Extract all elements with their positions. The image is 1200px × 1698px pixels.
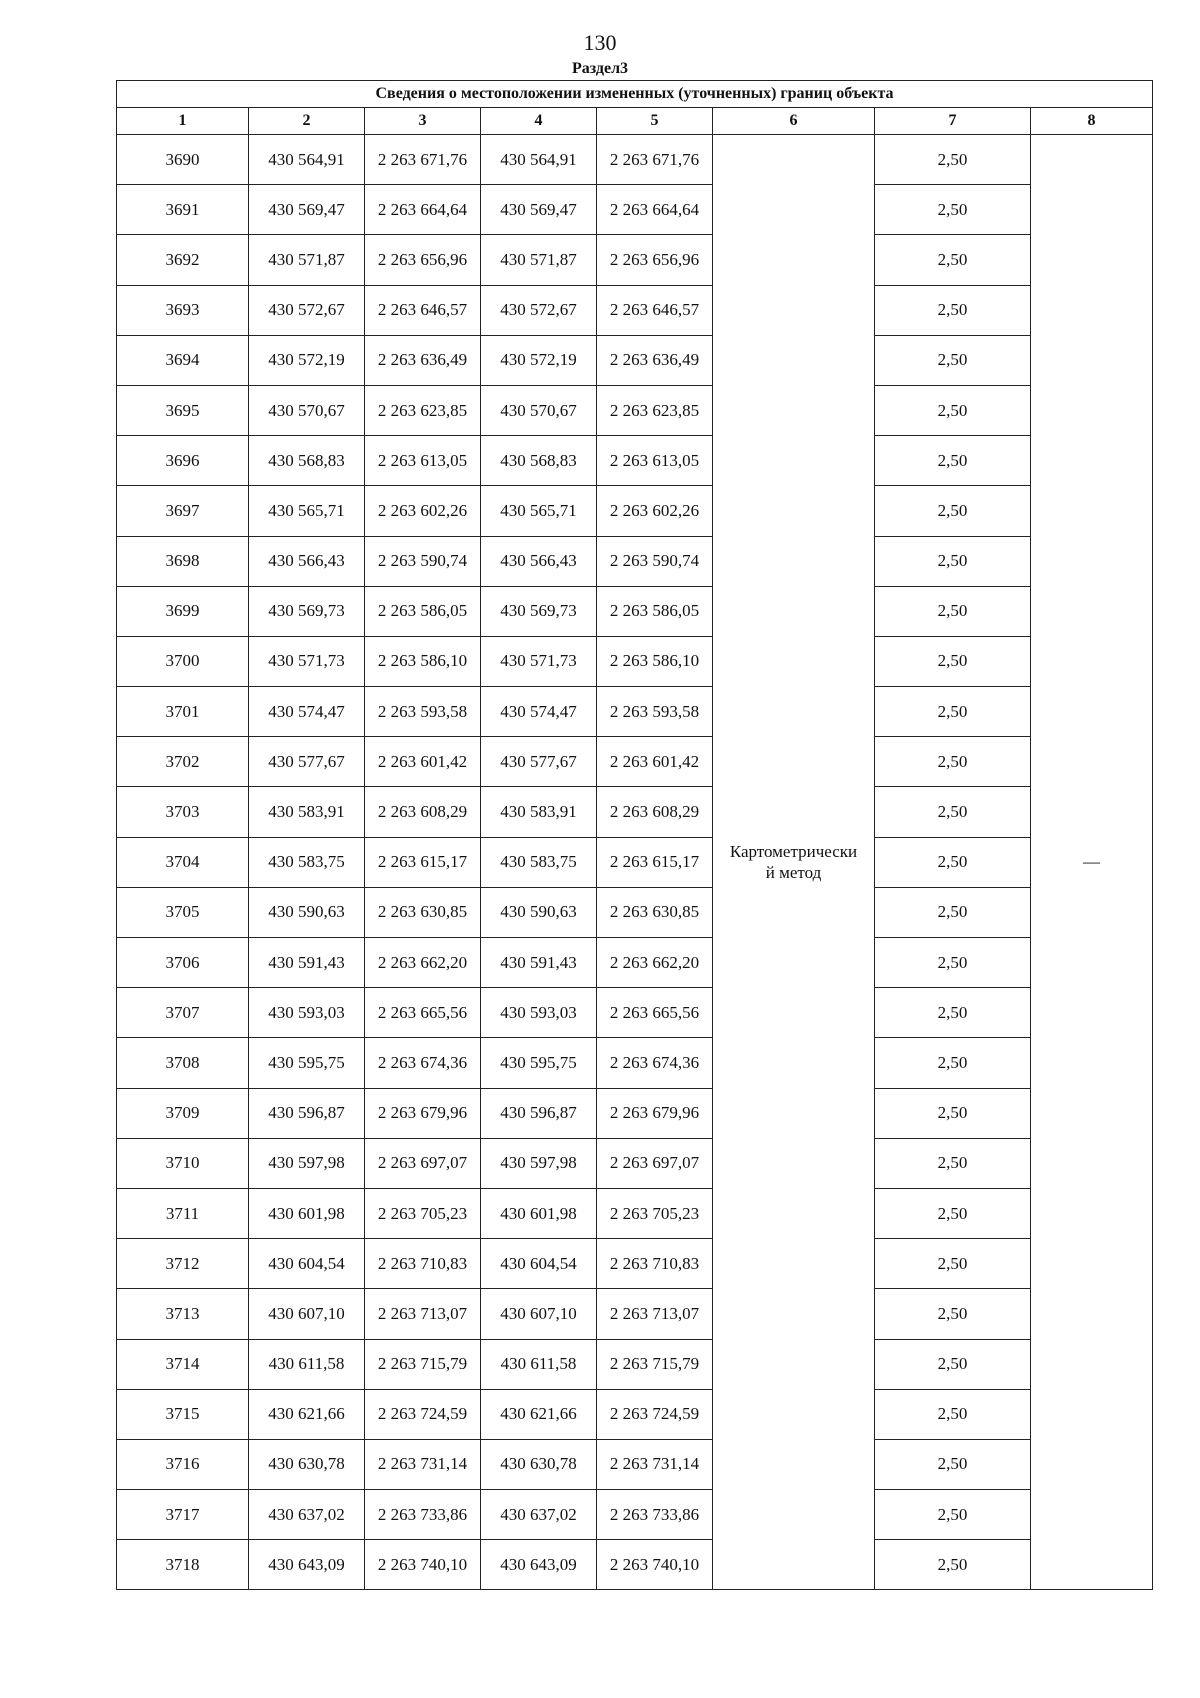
refined-y-cell: 2 263 586,10 xyxy=(597,636,713,686)
table-row xyxy=(117,335,1153,385)
existing-y-cell: 2 263 623,85 xyxy=(365,385,481,435)
point-number-cell: 3690 xyxy=(117,135,249,185)
accuracy-cell: 2,50 xyxy=(875,1239,1031,1289)
point-number-cell: 3712 xyxy=(117,1239,249,1289)
table-row xyxy=(117,1339,1153,1389)
column-number: 5 xyxy=(597,108,713,135)
refined-y-cell: 2 263 713,07 xyxy=(597,1289,713,1339)
accuracy-cell: 2,50 xyxy=(875,1389,1031,1439)
existing-x-cell: 430 630,78 xyxy=(249,1439,365,1489)
column-number: 8 xyxy=(1031,108,1153,135)
column-number: 6 xyxy=(713,108,875,135)
existing-x-cell: 430 621,66 xyxy=(249,1389,365,1439)
refined-x-cell: 430 630,78 xyxy=(481,1439,597,1489)
table-row xyxy=(117,1490,1153,1540)
point-number-cell: 3698 xyxy=(117,536,249,586)
refined-y-cell: 2 263 705,23 xyxy=(597,1188,713,1238)
method-line: Картометрически xyxy=(729,842,858,862)
existing-y-cell: 2 263 705,23 xyxy=(365,1188,481,1238)
refined-y-cell: 2 263 710,83 xyxy=(597,1239,713,1289)
existing-y-cell: 2 263 590,74 xyxy=(365,536,481,586)
table-row xyxy=(117,1188,1153,1238)
refined-x-cell: 430 566,43 xyxy=(481,536,597,586)
existing-x-cell: 430 571,73 xyxy=(249,636,365,686)
existing-x-cell: 430 571,87 xyxy=(249,235,365,285)
point-number-cell: 3715 xyxy=(117,1389,249,1439)
table-row xyxy=(117,1289,1153,1339)
existing-x-cell: 430 596,87 xyxy=(249,1088,365,1138)
existing-x-cell: 430 565,71 xyxy=(249,486,365,536)
table-caption: Сведения о местоположении измененных (уточненных) границ объекта xyxy=(117,81,1153,108)
point-number-cell: 3703 xyxy=(117,787,249,837)
table-row xyxy=(117,1239,1153,1289)
refined-y-cell: 2 263 630,85 xyxy=(597,887,713,937)
accuracy-cell: 2,50 xyxy=(875,235,1031,285)
refined-y-cell: 2 263 590,74 xyxy=(597,536,713,586)
table-row xyxy=(117,1138,1153,1188)
point-number-cell: 3717 xyxy=(117,1490,249,1540)
refined-x-cell: 430 565,71 xyxy=(481,486,597,536)
refined-x-cell: 430 621,66 xyxy=(481,1389,597,1439)
accuracy-cell: 2,50 xyxy=(875,1439,1031,1489)
table-row xyxy=(117,1088,1153,1138)
existing-x-cell: 430 569,47 xyxy=(249,185,365,235)
refined-x-cell: 430 591,43 xyxy=(481,938,597,988)
point-number-cell: 3714 xyxy=(117,1339,249,1389)
accuracy-cell: 2,50 xyxy=(875,285,1031,335)
refined-y-cell: 2 263 674,36 xyxy=(597,1038,713,1088)
point-number-cell: 3693 xyxy=(117,285,249,335)
refined-y-cell: 2 263 656,96 xyxy=(597,235,713,285)
existing-y-cell: 2 263 671,76 xyxy=(365,135,481,185)
refined-x-cell: 430 572,19 xyxy=(481,335,597,385)
refined-y-cell: 2 263 715,79 xyxy=(597,1339,713,1389)
refined-x-cell: 430 604,54 xyxy=(481,1239,597,1289)
column-number-row xyxy=(117,108,1153,135)
point-number-cell: 3701 xyxy=(117,687,249,737)
accuracy-cell: 2,50 xyxy=(875,1339,1031,1389)
existing-x-cell: 430 574,47 xyxy=(249,687,365,737)
existing-y-cell: 2 263 601,42 xyxy=(365,737,481,787)
refined-y-cell: 2 263 602,26 xyxy=(597,486,713,536)
refined-y-cell: 2 263 662,20 xyxy=(597,938,713,988)
existing-y-cell: 2 263 697,07 xyxy=(365,1138,481,1188)
existing-x-cell: 430 577,67 xyxy=(249,737,365,787)
boundary-coordinates-table xyxy=(116,80,1153,1590)
point-number-cell: 3706 xyxy=(117,938,249,988)
existing-x-cell: 430 604,54 xyxy=(249,1239,365,1289)
accuracy-cell: 2,50 xyxy=(875,687,1031,737)
refined-y-cell: 2 263 636,49 xyxy=(597,335,713,385)
accuracy-cell: 2,50 xyxy=(875,586,1031,636)
accuracy-cell: 2,50 xyxy=(875,837,1031,887)
table-row xyxy=(117,1439,1153,1489)
accuracy-cell: 2,50 xyxy=(875,1188,1031,1238)
refined-y-cell: 2 263 679,96 xyxy=(597,1088,713,1138)
existing-y-cell: 2 263 602,26 xyxy=(365,486,481,536)
refined-x-cell: 430 637,02 xyxy=(481,1490,597,1540)
table-row xyxy=(117,285,1153,335)
existing-x-cell: 430 611,58 xyxy=(249,1339,365,1389)
point-number-cell: 3692 xyxy=(117,235,249,285)
accuracy-cell: 2,50 xyxy=(875,135,1031,185)
accuracy-cell: 2,50 xyxy=(875,185,1031,235)
accuracy-cell: 2,50 xyxy=(875,335,1031,385)
table-row xyxy=(117,185,1153,235)
point-number-cell: 3697 xyxy=(117,486,249,536)
existing-y-cell: 2 263 733,86 xyxy=(365,1490,481,1540)
table-row xyxy=(117,1038,1153,1088)
existing-x-cell: 430 572,67 xyxy=(249,285,365,335)
refined-y-cell: 2 263 586,05 xyxy=(597,586,713,636)
column-number: 1 xyxy=(117,108,249,135)
existing-y-cell: 2 263 615,17 xyxy=(365,837,481,887)
existing-x-cell: 430 583,75 xyxy=(249,837,365,887)
existing-y-cell: 2 263 613,05 xyxy=(365,436,481,486)
existing-y-cell: 2 263 713,07 xyxy=(365,1289,481,1339)
column-number: 7 xyxy=(875,108,1031,135)
refined-x-cell: 430 569,73 xyxy=(481,586,597,636)
table-row xyxy=(117,887,1153,937)
accuracy-cell: 2,50 xyxy=(875,1088,1031,1138)
existing-x-cell: 430 569,73 xyxy=(249,586,365,636)
accuracy-cell: 2,50 xyxy=(875,938,1031,988)
accuracy-cell: 2,50 xyxy=(875,1138,1031,1188)
existing-y-cell: 2 263 715,79 xyxy=(365,1339,481,1389)
point-number-cell: 3708 xyxy=(117,1038,249,1088)
refined-x-cell: 430 577,67 xyxy=(481,737,597,787)
accuracy-cell: 2,50 xyxy=(875,988,1031,1038)
accuracy-cell: 2,50 xyxy=(875,436,1031,486)
table-row xyxy=(117,536,1153,586)
table-row xyxy=(117,938,1153,988)
refined-y-cell: 2 263 601,42 xyxy=(597,737,713,787)
existing-y-cell: 2 263 740,10 xyxy=(365,1540,481,1590)
refined-y-cell: 2 263 608,29 xyxy=(597,787,713,837)
existing-x-cell: 430 637,02 xyxy=(249,1490,365,1540)
point-number-cell: 3707 xyxy=(117,988,249,1038)
table-row xyxy=(117,486,1153,536)
point-number-cell: 3710 xyxy=(117,1138,249,1188)
refined-y-cell: 2 263 731,14 xyxy=(597,1439,713,1489)
accuracy-cell: 2,50 xyxy=(875,385,1031,435)
existing-y-cell: 2 263 636,49 xyxy=(365,335,481,385)
existing-y-cell: 2 263 664,64 xyxy=(365,185,481,235)
point-number-cell: 3711 xyxy=(117,1188,249,1238)
existing-y-cell: 2 263 665,56 xyxy=(365,988,481,1038)
point-number-cell: 3705 xyxy=(117,887,249,937)
table-row xyxy=(117,436,1153,486)
refined-y-cell: 2 263 613,05 xyxy=(597,436,713,486)
refined-x-cell: 430 611,58 xyxy=(481,1339,597,1389)
column-number: 4 xyxy=(481,108,597,135)
refined-x-cell: 430 571,87 xyxy=(481,235,597,285)
table-row xyxy=(117,988,1153,1038)
point-number-cell: 3691 xyxy=(117,185,249,235)
existing-x-cell: 430 583,91 xyxy=(249,787,365,837)
existing-y-cell: 2 263 731,14 xyxy=(365,1439,481,1489)
existing-y-cell: 2 263 586,05 xyxy=(365,586,481,636)
refined-y-cell: 2 263 615,17 xyxy=(597,837,713,887)
refined-x-cell: 430 574,47 xyxy=(481,687,597,737)
method-cell xyxy=(713,135,875,1590)
accuracy-cell: 2,50 xyxy=(875,737,1031,787)
refined-y-cell: 2 263 740,10 xyxy=(597,1540,713,1590)
existing-x-cell: 430 601,98 xyxy=(249,1188,365,1238)
existing-y-cell: 2 263 674,36 xyxy=(365,1038,481,1088)
existing-x-cell: 430 591,43 xyxy=(249,938,365,988)
refined-x-cell: 430 590,63 xyxy=(481,887,597,937)
refined-x-cell: 430 571,73 xyxy=(481,636,597,686)
refined-x-cell: 430 597,98 xyxy=(481,1138,597,1188)
table-row xyxy=(117,135,1153,185)
accuracy-cell: 2,50 xyxy=(875,1289,1031,1339)
existing-x-cell: 430 595,75 xyxy=(249,1038,365,1088)
description-cell: — xyxy=(1031,135,1153,1590)
existing-x-cell: 430 597,98 xyxy=(249,1138,365,1188)
point-number-cell: 3695 xyxy=(117,385,249,435)
table-row xyxy=(117,737,1153,787)
refined-y-cell: 2 263 665,56 xyxy=(597,988,713,1038)
accuracy-cell: 2,50 xyxy=(875,636,1031,686)
existing-x-cell: 430 566,43 xyxy=(249,536,365,586)
table-row xyxy=(117,687,1153,737)
refined-x-cell: 430 596,87 xyxy=(481,1088,597,1138)
refined-x-cell: 430 595,75 xyxy=(481,1038,597,1088)
accuracy-cell: 2,50 xyxy=(875,887,1031,937)
refined-y-cell: 2 263 623,85 xyxy=(597,385,713,435)
existing-y-cell: 2 263 586,10 xyxy=(365,636,481,686)
refined-x-cell: 430 601,98 xyxy=(481,1188,597,1238)
existing-y-cell: 2 263 679,96 xyxy=(365,1088,481,1138)
refined-x-cell: 430 568,83 xyxy=(481,436,597,486)
table-body xyxy=(117,135,1153,1590)
refined-y-cell: 2 263 733,86 xyxy=(597,1490,713,1540)
existing-x-cell: 430 570,67 xyxy=(249,385,365,435)
refined-y-cell: 2 263 724,59 xyxy=(597,1389,713,1439)
existing-x-cell: 430 590,63 xyxy=(249,887,365,937)
point-number-cell: 3700 xyxy=(117,636,249,686)
point-number-cell: 3699 xyxy=(117,586,249,636)
refined-y-cell: 2 263 697,07 xyxy=(597,1138,713,1188)
refined-x-cell: 430 570,67 xyxy=(481,385,597,435)
table-row xyxy=(117,1389,1153,1439)
accuracy-cell: 2,50 xyxy=(875,486,1031,536)
accuracy-cell: 2,50 xyxy=(875,1490,1031,1540)
page-number: 130 xyxy=(583,30,617,55)
refined-x-cell: 430 583,91 xyxy=(481,787,597,837)
existing-y-cell: 2 263 646,57 xyxy=(365,285,481,335)
point-number-cell: 3704 xyxy=(117,837,249,887)
refined-y-cell: 2 263 671,76 xyxy=(597,135,713,185)
table-row xyxy=(117,636,1153,686)
point-number-cell: 3709 xyxy=(117,1088,249,1138)
section-title: Раздел3 xyxy=(571,60,629,77)
point-number-cell: 3694 xyxy=(117,335,249,385)
point-number-cell: 3696 xyxy=(117,436,249,486)
existing-y-cell: 2 263 710,83 xyxy=(365,1239,481,1289)
existing-y-cell: 2 263 724,59 xyxy=(365,1389,481,1439)
accuracy-cell: 2,50 xyxy=(875,787,1031,837)
existing-x-cell: 430 593,03 xyxy=(249,988,365,1038)
refined-x-cell: 430 564,91 xyxy=(481,135,597,185)
refined-x-cell: 430 572,67 xyxy=(481,285,597,335)
table-row xyxy=(117,787,1153,837)
column-number: 3 xyxy=(365,108,481,135)
accuracy-cell: 2,50 xyxy=(875,1540,1031,1590)
refined-x-cell: 430 607,10 xyxy=(481,1289,597,1339)
refined-y-cell: 2 263 593,58 xyxy=(597,687,713,737)
existing-x-cell: 430 607,10 xyxy=(249,1289,365,1339)
refined-x-cell: 430 643,09 xyxy=(481,1540,597,1590)
table-row xyxy=(117,1540,1153,1590)
refined-x-cell: 430 569,47 xyxy=(481,185,597,235)
point-number-cell: 3718 xyxy=(117,1540,249,1590)
method-line: й метод xyxy=(765,863,822,883)
existing-x-cell: 430 568,83 xyxy=(249,436,365,486)
existing-y-cell: 2 263 630,85 xyxy=(365,887,481,937)
existing-y-cell: 2 263 662,20 xyxy=(365,938,481,988)
refined-y-cell: 2 263 646,57 xyxy=(597,285,713,335)
table-row xyxy=(117,385,1153,435)
table-row xyxy=(117,235,1153,285)
existing-x-cell: 430 643,09 xyxy=(249,1540,365,1590)
existing-x-cell: 430 564,91 xyxy=(249,135,365,185)
refined-x-cell: 430 583,75 xyxy=(481,837,597,887)
column-number: 2 xyxy=(249,108,365,135)
point-number-cell: 3702 xyxy=(117,737,249,787)
existing-y-cell: 2 263 656,96 xyxy=(365,235,481,285)
accuracy-cell: 2,50 xyxy=(875,1038,1031,1088)
refined-x-cell: 430 593,03 xyxy=(481,988,597,1038)
existing-x-cell: 430 572,19 xyxy=(249,335,365,385)
accuracy-cell: 2,50 xyxy=(875,536,1031,586)
existing-y-cell: 2 263 608,29 xyxy=(365,787,481,837)
table-row xyxy=(117,837,1153,887)
table-row xyxy=(117,586,1153,636)
existing-y-cell: 2 263 593,58 xyxy=(365,687,481,737)
refined-y-cell: 2 263 664,64 xyxy=(597,185,713,235)
point-number-cell: 3713 xyxy=(117,1289,249,1339)
point-number-cell: 3716 xyxy=(117,1439,249,1489)
